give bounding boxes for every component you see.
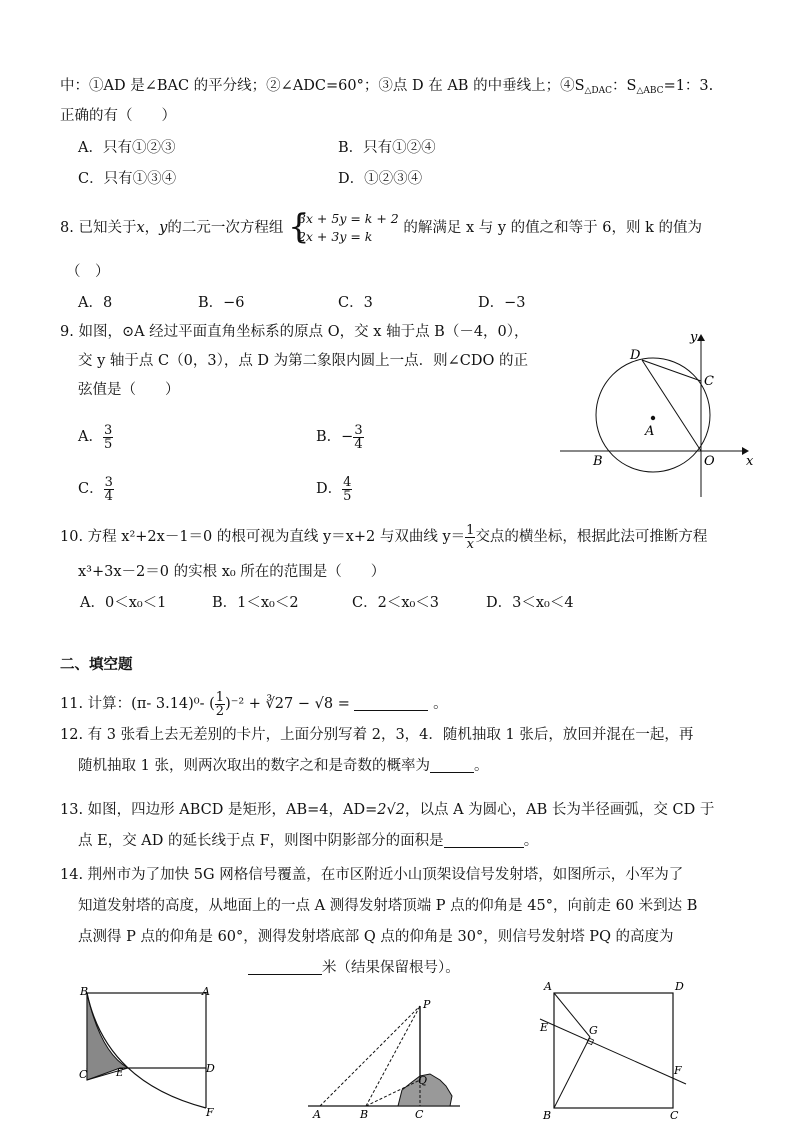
section-title-fill-in: 二、填空题 — [60, 657, 133, 673]
label-d: D — [206, 1062, 215, 1075]
q14-tower-figure — [300, 990, 470, 1120]
q8-option-d[interactable]: D．−3 — [478, 295, 526, 311]
q9-line3: 弦值是（ ） — [78, 382, 180, 398]
segment-bg — [554, 1037, 590, 1108]
label-f: F — [206, 1106, 214, 1118]
q9-circle-figure — [560, 325, 760, 505]
q10-option-b[interactable]: B．1＜x₀＜2 — [212, 595, 299, 611]
q9-option-c[interactable]: C． $\frac{3}{4}$ — [78, 474, 113, 504]
q12-answer-blank[interactable] — [430, 758, 474, 773]
q9-line2: 交 y 轴于点 C（0，3），点 D 为第二象限内圆上一点．则∠CDO 的正 — [78, 353, 529, 369]
label-c: C — [704, 374, 714, 389]
square-abcd — [554, 993, 673, 1108]
label-a: A — [202, 985, 210, 998]
q7-option-a[interactable]: A．只有①②③ — [78, 140, 176, 156]
q13-line2: 点 E，交 AD 的延长线于点 F，则图中阴影部分的面积是 。 — [78, 833, 539, 849]
q14-answer-blank[interactable] — [248, 960, 322, 975]
q7-option-b[interactable]: B．只有①②④ — [338, 140, 436, 156]
label-a: A — [645, 424, 655, 439]
q14-line3: 点测得 P 点的仰角是 60°，测得发射塔底部 Q 点的仰角是 30°，则信号发射塔 PQ 的高度为 — [78, 929, 674, 945]
q14-line1: 14. 荆州市为了加快 5G 网格信号覆盖，在市区附近小山顶架设信号发射塔，如图所示，小军为了 — [60, 867, 684, 883]
q10-line2: x³+3x－2＝0 的实根 x₀ 所在的范围是（ ） — [78, 564, 386, 580]
label-c: C — [415, 1108, 424, 1120]
q8-equation-system: { 3x + 5y = k + 2 2x + 3y = k — [287, 207, 399, 247]
label-d: D — [630, 348, 641, 363]
label-b: B — [593, 454, 603, 469]
q10-line1: 10. 方程 x²+2x－1＝0 的根可视为直线 y＝x+2 与双曲线 y＝ $\frac{1}{x}$ 交点的横坐标，根据此法可推断方程 — [60, 522, 708, 552]
label-q: Q — [418, 1074, 428, 1087]
label-p: P — [423, 998, 431, 1011]
line-ef — [540, 1019, 686, 1084]
q13-answer-blank[interactable] — [444, 833, 524, 848]
q11-line: 11. 计算：(π- 3.14)⁰- ( $\frac{1}{2}$ )⁻² + ∛27 − √8 = 。 — [60, 689, 448, 719]
q7-option-d[interactable]: D．①②③④ — [338, 171, 423, 187]
q9-option-a[interactable]: A． $\frac{3}{5}$ — [78, 422, 113, 452]
label-b: B — [543, 1109, 552, 1122]
q9-line1: 9. 如图，⊙A 经过平面直角坐标系的原点 O，交 x 轴于点 B（－4，0）， — [60, 324, 529, 340]
q9-option-d[interactable]: D． $\frac{4}{5}$ — [316, 474, 352, 504]
label-b: B — [80, 985, 89, 998]
q8-paren: （ ） — [66, 264, 110, 280]
q8-option-a[interactable]: A．8 — [78, 295, 113, 311]
q10-option-a[interactable]: A．0＜x₀＜1 — [80, 595, 167, 611]
q10-option-c[interactable]: C．2＜x₀＜3 — [352, 595, 440, 611]
q7-line2: 正确的有（ ） — [60, 108, 176, 124]
q8-stem: 8. 已知关于x，y的二元一次方程组 { 3x + 5y = k + 2 2x + 3y = k 的解满足 x 与 y 的值之和等于 6，则 k 的值为 — [60, 207, 703, 247]
label-f: F — [674, 1064, 682, 1077]
q12-line1: 12. 有 3 张看上去无差别的卡片，上面分别写着 2，3，4．随机抽取 1 张后，放回并混在一起，再 — [60, 727, 694, 743]
q12-line2: 随机抽取 1 张，则两次取出的数字之和是奇数的概率为 。 — [78, 758, 489, 774]
circle-a — [596, 358, 710, 472]
label-e: E — [540, 1021, 549, 1034]
q10-option-d[interactable]: D．3＜x₀＜4 — [486, 595, 574, 611]
q9-option-b[interactable]: B．− $\frac{3}{4}$ — [316, 422, 363, 452]
brace-icon: { — [287, 207, 310, 247]
q13-rectangle-figure — [76, 982, 226, 1118]
q7-option-c[interactable]: C．只有①③④ — [78, 171, 177, 187]
label-c: C — [79, 1068, 88, 1081]
q13-line1: 13. 如图，四边形 ABCD 是矩形，AB=4，AD=2√2，以点 A 为圆心，AB 长为半径画弧，交 CD 于 — [60, 802, 715, 818]
q8-option-c[interactable]: C．3 — [338, 295, 373, 311]
label-d: D — [675, 980, 684, 993]
q11-answer-blank[interactable] — [354, 696, 428, 711]
segment-dc — [642, 360, 701, 381]
label-e: E — [116, 1068, 124, 1079]
label-b: B — [360, 1108, 369, 1120]
label-x: x — [746, 454, 754, 469]
square-figure — [534, 976, 698, 1122]
q14-line4: 米（结果保留根号）。 — [248, 958, 460, 978]
label-y: y — [690, 330, 698, 345]
label-a: A — [544, 980, 552, 993]
q8-option-b[interactable]: B．−6 — [198, 295, 245, 311]
label-g: G — [589, 1024, 598, 1037]
segment-ag — [554, 993, 590, 1037]
q7-line1: 中：①AD 是∠BAC 的平分线；②∠ADC=60°；③点 D 在 AB 的中垂线上；$④S_{\triangle DAC}$：$S_{\triangle ABC}=1$：3. — [60, 78, 714, 96]
center-a-dot — [651, 416, 655, 420]
q14-line2: 知道发射塔的高度，从地面上的一点 A 测得发射塔顶端 P 点的仰角是 45°，向前走 60 米到达 B — [78, 898, 698, 914]
label-a: A — [313, 1108, 321, 1120]
label-o: O — [704, 454, 715, 469]
label-c: C — [670, 1109, 679, 1122]
shaded-region — [87, 993, 128, 1080]
